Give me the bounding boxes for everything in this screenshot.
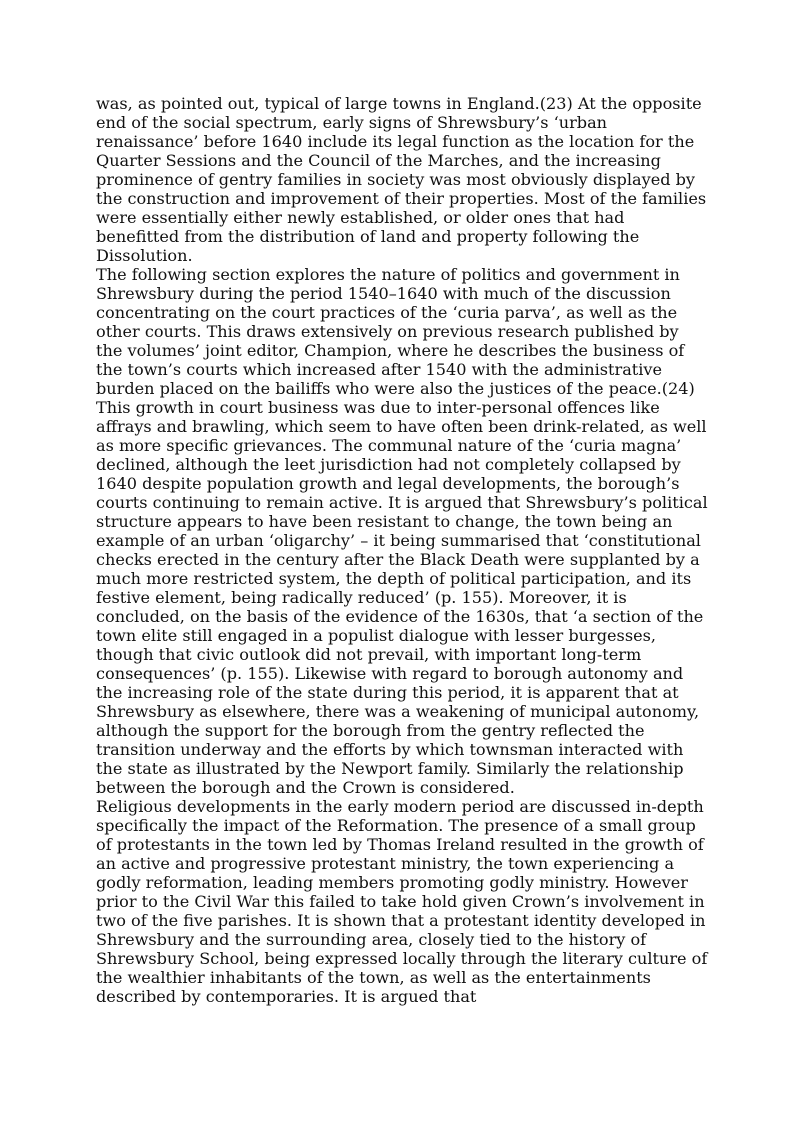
paragraph-2: The following section explores the nature of politics and government in Shrewsbury during the period 1540–1640 with much of the discussion concentrating on the court practices of the ‘curia parva’, as well as the other courts. This draws extensively on previous research published by the volumes’ joint editor, Champion, where he describes the business of the town’s courts which increased after 1540 with the administrative burden placed on the bailiffs who were also the justices of the peace.(24) This growth in court business was due to inter-personal offences like affrays and brawling, which seem to have often been drink-related, as well as more specific grievances. The communal nature of the ‘curia magna’ declined, although the leet jurisdiction had not completely collapsed by 1640 despite population growth and legal developments, the borough’s courts continuing to remain active. It is argued that Shrewsbury’s political structure appears to have been resistant to change, the town being an example of an urban ‘oligarchy’ – it being summarised that ‘constitutional checks erected in the century after the Black Death were supplanted by a much more restricted system, the depth of political participation, and its festive element, being radically reduced’ (p. 155). Moreover, it is concluded, on the basis of the evidence of the 1630s, that ‘a section of the town elite still engaged in a populist dialogue with lesser burgesses, though that civic outlook did not prevail, with important long-term consequences’ (p. 155). Likewise with regard to borough autonomy and the increasing role of the state during this period, it is apparent that at Shrewsbury as elsewhere, there was a weakening of municipal autonomy, although the support for the borough from the gentry reflected the transition underway and the efforts by which townsman interacted with the state as illustrated by the Newport family. Similarly the relationship between the borough and the Crown is considered. [96,265,708,797]
paragraph-3: Religious developments in the early modern period are discussed in-depth specifically the impact of the Reformation. The presence of a small group of protestants in the town led by Thomas Ireland resulted in the growth of an active and progressive protestant ministry, the town experiencing a godly reformation, leading members promoting godly ministry. However prior to the Civil War this failed to take hold given Crown’s involvement in two of the five parishes. It is shown that a protestant identity developed in Shrewsbury and the surrounding area, closely tied to the history of Shrewsbury School, being expressed locally through the literary culture of the wealthier inhabitants of the town, as well as the entertainments described by contemporaries. It is argued that [96,797,708,1006]
document-page [96,94,708,1006]
paragraph-1: was, as pointed out, typical of large towns in England.(23) At the opposite end of the social spectrum, early signs of Shrewsbury’s ‘urban renaissance’ before 1640 include its legal function as the location for the Quarter Sessions and the Council of the Marches, and the increasing prominence of gentry families in society was most obviously displayed by the construction and improvement of their properties. Most of the families were essentially either newly established, or older ones that had benefitted from the distribution of land and property following the Dissolution. [96,94,707,265]
